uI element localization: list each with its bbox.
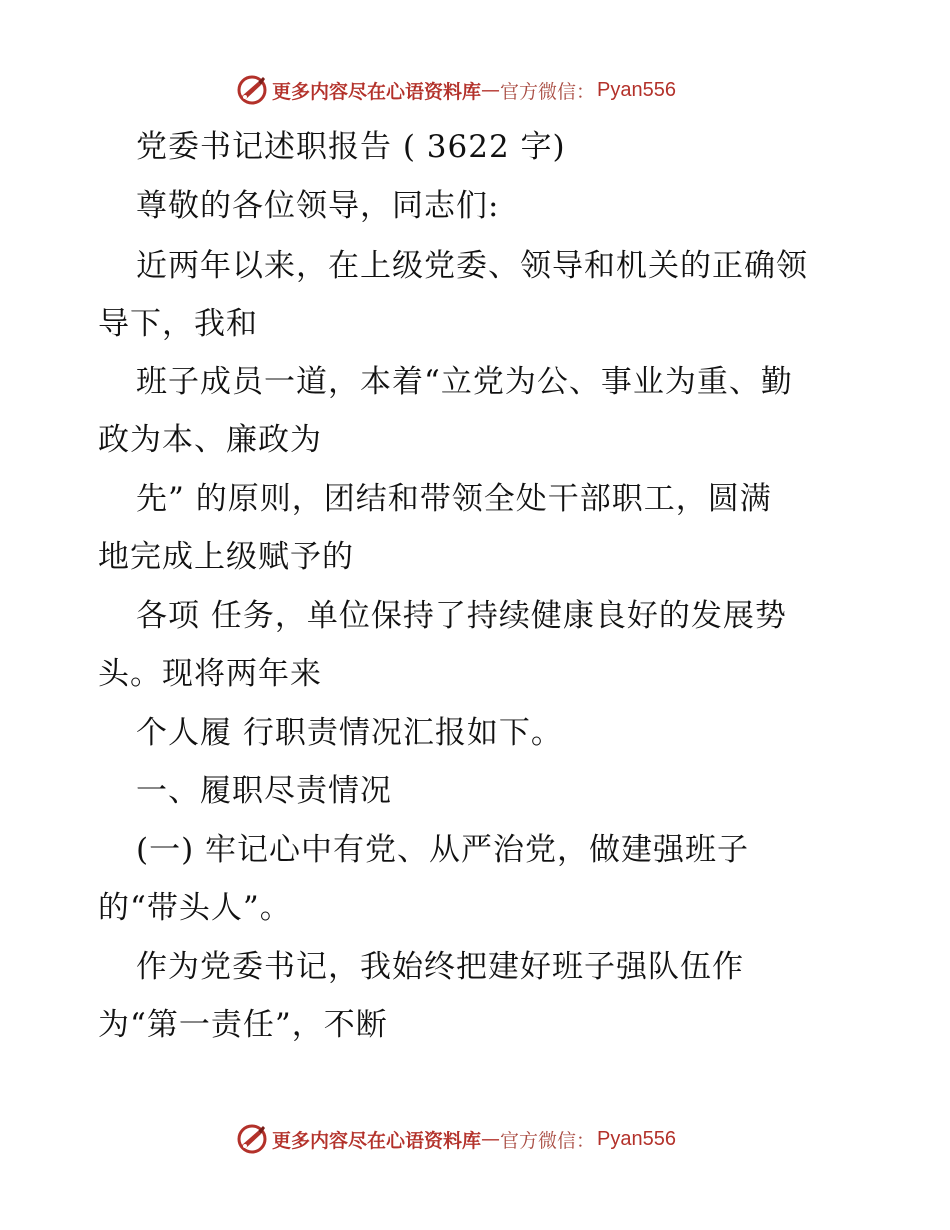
banner-wechat-id: Pyan556 — [597, 1127, 676, 1150]
subsection-heading: (一) 牢记心中有党、从严治党，做建强班子 — [136, 832, 750, 868]
salutation: 尊敬的各位领导，同志们: — [136, 188, 500, 224]
paragraph-line: 先” 的原则，团结和带领全处干部职工，圆满 — [136, 481, 772, 517]
paragraph-line: 头。现将两年来 — [98, 656, 322, 692]
paragraph-line: 为“第一责任”，不断 — [98, 1007, 388, 1043]
document-title: 党委书记述职报告 ( 3622 字) — [136, 129, 566, 165]
subsection-heading-cont: 的“带头人”。 — [98, 890, 292, 926]
banner-label: 官方微信： — [500, 1129, 596, 1152]
banner-label: 官方微信： — [500, 80, 596, 103]
pen-logo-icon — [236, 1123, 268, 1155]
paragraph-line: 班子成员一道，本着“立党为公、事业为重、勤 — [136, 364, 793, 400]
pen-logo-icon — [236, 74, 268, 106]
paragraph-line: 各项 任务，单位保持了持续健康良好的发展势 — [136, 598, 787, 634]
paragraph-line: 导下，我和 — [98, 306, 258, 342]
banner-dash: — — [481, 79, 501, 101]
paragraph-line: 政为本、廉政为 — [98, 422, 322, 458]
paragraph-line: 作为党委书记，我始终把建好班子强队伍作 — [136, 949, 744, 985]
banner-wechat-id: Pyan556 — [597, 78, 676, 101]
paragraph-line: 个人履 行职责情况汇报如下。 — [136, 715, 563, 751]
footer-banner — [236, 1122, 676, 1156]
paragraph-line: 地完成上级赋予的 — [98, 539, 354, 575]
section-heading: 一、履职尽责情况 — [136, 773, 392, 809]
banner-main-text: 更多内容尽在心语资料库 — [272, 80, 482, 103]
paragraph-line: 近两年以来，在上级党委、领导和机关的正确领 — [136, 248, 808, 284]
header-banner — [236, 73, 676, 107]
banner-dash: — — [481, 1128, 501, 1150]
banner-main-text: 更多内容尽在心语资料库 — [272, 1129, 482, 1152]
